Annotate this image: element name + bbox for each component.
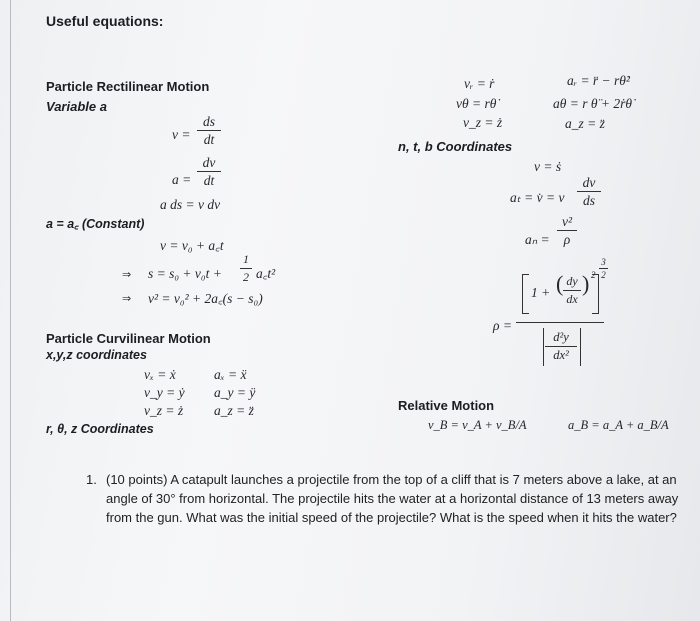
rectilinear-subheading: Variable a (46, 99, 107, 114)
fraction-bar (557, 230, 577, 231)
relative-acceleration-equation: a_B = a_A + a_B/A (568, 418, 669, 432)
ar-equation: aᵣ = r̈ − rθ̇² (567, 73, 630, 88)
tangential-numerator: dv (582, 175, 596, 190)
velocity-denominator: dt (203, 132, 215, 147)
ntb-heading: n, t, b Coordinates (398, 139, 513, 154)
dx2-text: dx² (553, 348, 569, 362)
outer-exponent-num: 3 (601, 257, 606, 267)
ntb-velocity: v = ṡ (534, 159, 562, 174)
fraction-bar (240, 268, 252, 269)
ads-equation: a ds = v dv (160, 197, 221, 212)
page-edge (10, 0, 11, 621)
ax-equation: aₓ = ẍ (214, 367, 247, 382)
left-bracket (522, 274, 529, 314)
rho-fraction-bar (516, 322, 604, 323)
velocity-numerator: ds (202, 114, 215, 129)
problem-text: (10 points) A catapult launches a projectile from the top of a cliff that is 7 meters above a lake, at an angle of 30° from horizontal. The projectile hits the water at a horizontal distance of 13 meters away from the gun. What was the initial speed of the projectile? What is the speed when it hits the water? (106, 472, 679, 525)
vx-equation: vₓ = ẋ (144, 367, 176, 382)
page-title: Useful equations: (46, 13, 164, 29)
velocity-squared-equation: v² = v₀² + 2a꜀(s − s₀) (148, 291, 263, 306)
az-equation: a_z = z̈ (214, 403, 254, 418)
acceleration-fraction (197, 155, 221, 188)
d2y-text: d²y (553, 330, 569, 344)
rectilinear-heading: Particle Rectilinear Motion (46, 79, 210, 94)
vtheta-equation: vθ = rθ̇ (456, 96, 497, 111)
ay-equation: a_y = ÿ (214, 385, 256, 400)
vz-equation: v_z = ż (144, 403, 184, 418)
second-derivative-fraction (545, 330, 577, 363)
curvilinear-heading: Particle Curvilinear Motion (46, 331, 211, 346)
normal-acceleration-lhs: aₙ = (525, 232, 550, 247)
acceleration-numerator: dv (202, 155, 216, 170)
tangential-fraction (577, 175, 601, 208)
constant-acceleration-label: a = a꜀ (Constant) (46, 217, 145, 231)
velocity-lhs: v = (172, 127, 191, 142)
right-paren: ) (582, 271, 590, 296)
rho-one-plus: 1 + (531, 285, 551, 300)
fraction-bar (197, 130, 221, 131)
normal-numerator: v² (561, 214, 573, 229)
outer-exponent-den: 2 (601, 270, 606, 280)
half-denominator: 2 (243, 270, 249, 284)
left-paren: ( (556, 271, 564, 296)
normal-denominator: ρ (563, 232, 571, 247)
tangential-denominator: ds (582, 193, 595, 208)
acceleration-denominator: dt (203, 173, 215, 188)
fraction-bar (563, 290, 581, 291)
dy-text: dy (566, 274, 578, 288)
vy-equation: v_y = ẏ (144, 385, 185, 400)
half-numerator: 1 (243, 252, 249, 266)
vr-equation: vᵣ = ṙ (464, 76, 495, 91)
velocity-fraction (197, 114, 221, 147)
dy-dx-fraction (563, 274, 581, 307)
problem-number: 1. (86, 472, 97, 487)
half-fraction (240, 252, 252, 285)
atheta-equation: aθ = r θ̈ + 2ṙθ̇ (553, 96, 632, 111)
implies-arrow-icon: ⇒ (122, 292, 132, 305)
relative-motion-heading: Relative Motion (398, 398, 495, 413)
position-equation-rhs: a꜀t² (256, 266, 276, 281)
dx-text: dx (566, 292, 578, 306)
velocity-time-equation: v = v₀ + a꜀t (160, 238, 224, 253)
tangential-acceleration-lhs: aₜ = v̇ = v (510, 190, 565, 205)
relative-velocity-equation: v_B = v_A + v_B/A (428, 418, 527, 432)
az-equation: a_z = z̈ (565, 116, 605, 131)
fraction-bar (599, 268, 608, 269)
rho-lhs: ρ = (493, 318, 512, 333)
fraction-bar (577, 191, 601, 192)
fraction-bar (545, 346, 577, 347)
implies-arrow-icon: ⇒ (122, 268, 132, 281)
acceleration-lhs: a = (172, 172, 192, 187)
inner-exponent: 2 (591, 270, 596, 280)
right-bracket (592, 274, 599, 314)
position-equation-lhs: s = s₀ + v₀t + (148, 266, 222, 281)
normal-fraction (557, 214, 577, 247)
polar-coordinates-label: r, θ, z Coordinates (46, 422, 154, 436)
vz-equation: v_z = ż (463, 115, 503, 130)
outer-exponent (599, 257, 608, 280)
fraction-bar (197, 171, 221, 172)
curvilinear-subheading: x,y,z coordinates (46, 348, 147, 362)
